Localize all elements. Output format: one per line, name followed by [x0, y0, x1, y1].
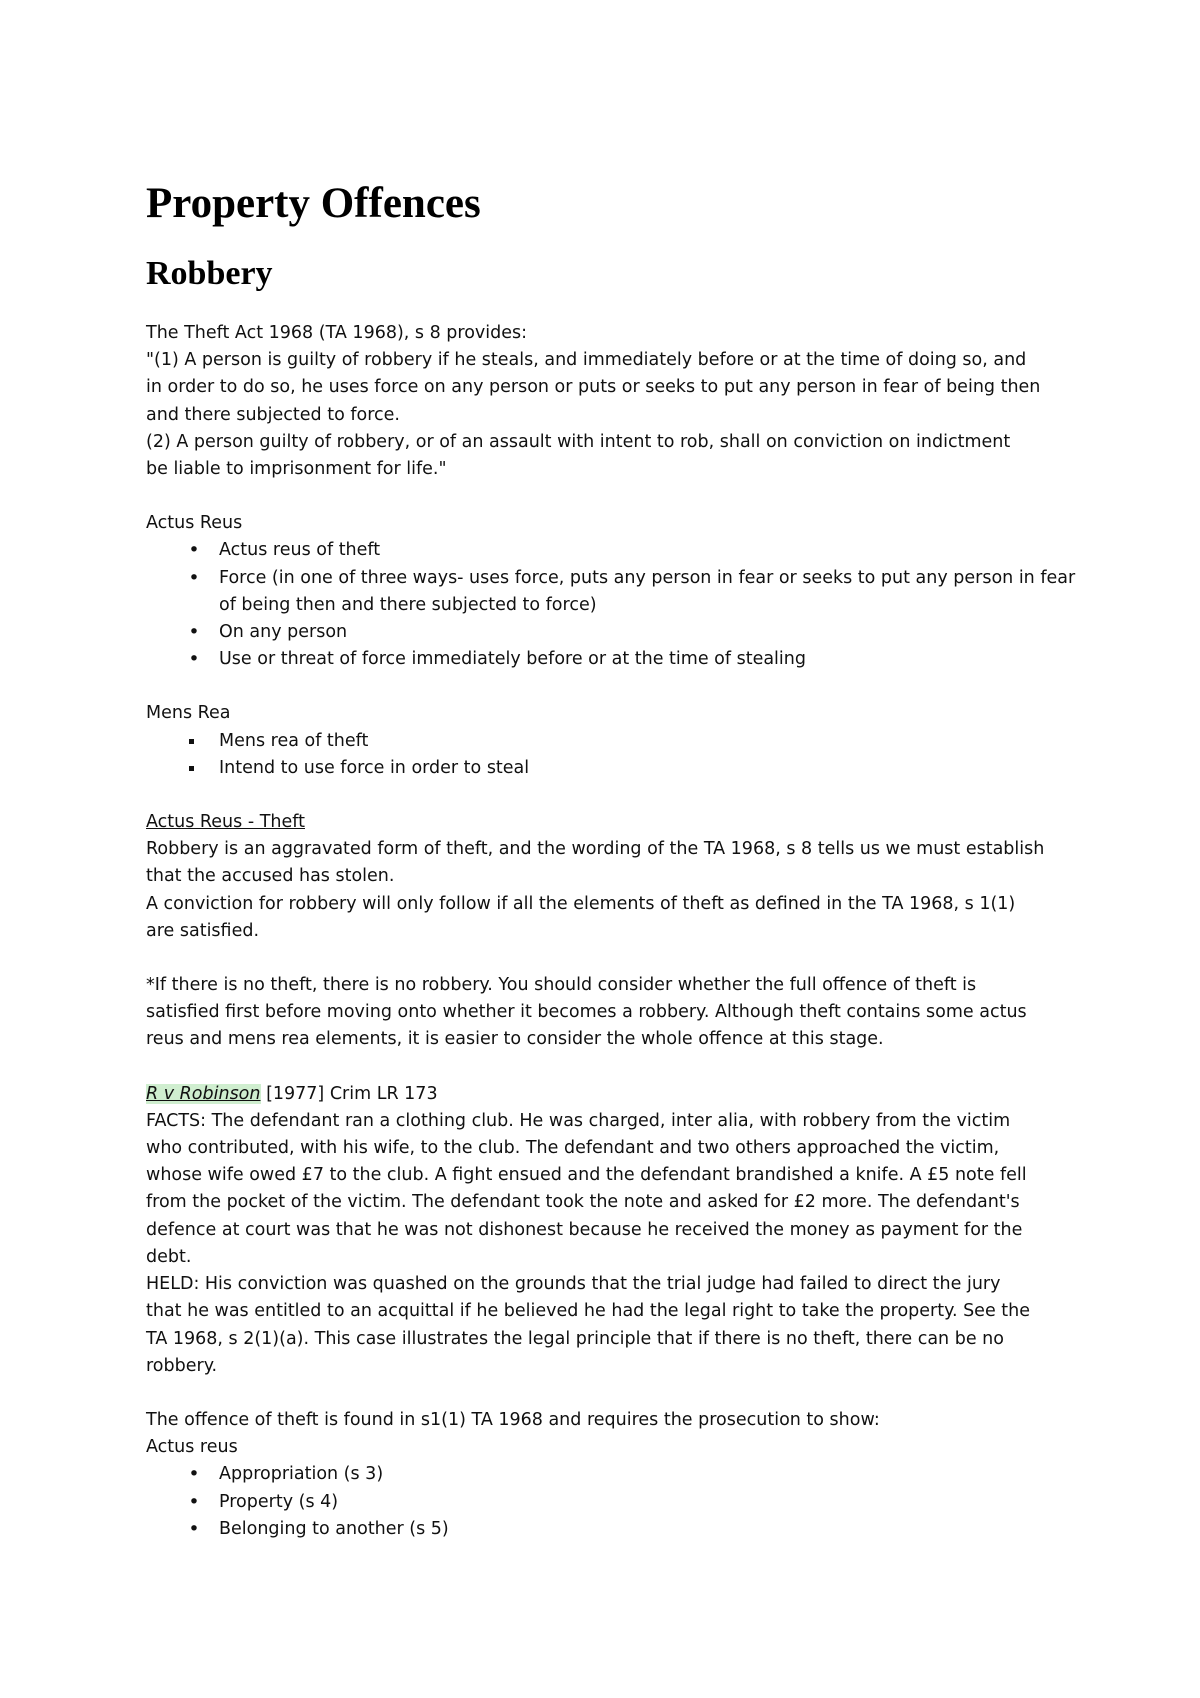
bullet-icon: • — [188, 1490, 200, 1513]
case-held-line: that he was entitled to an acquittal if he believed he had the legal right to take the property. See the — [146, 1301, 1030, 1322]
statute-line: be liable to imprisonment for life." — [146, 459, 447, 480]
list-item: • Use or threat of force immediately before or at the time of stealing — [146, 646, 1086, 673]
case-held-line: TA 1968, s 2(1)(a). This case illustrates the legal principle that if there is no theft, there can be no — [146, 1328, 1004, 1349]
note-line: reus and mens rea elements, it is easier to consider the whole offence at this stage. — [146, 1029, 884, 1050]
statute-intro: The Theft Act 1968 (TA 1968), s 8 provides: — [146, 323, 528, 343]
section-heading-robbery: Robbery — [146, 255, 273, 292]
bullet-icon: • — [188, 1517, 200, 1540]
case-held-line: HELD: His conviction was quashed on the grounds that the trial judge had failed to direct the jury — [146, 1274, 1001, 1295]
list-item: • Belonging to another (s 5) — [146, 1516, 1086, 1543]
case-facts-line: whose wife owed £7 to the club. A fight ensued and the defendant brandished a knife. A £5 note fell — [146, 1165, 1027, 1186]
list-item: • Force (in one of three ways- uses force, puts any person in fear or seeks to put any person in fear of being then and there subjected to force) — [146, 565, 1086, 619]
statute-line: "(1) A person is guilty of robbery if he steals, and immediately before or at the time of doing so, and — [146, 350, 1027, 371]
paragraph-line: Robbery is an aggravated form of theft, and the wording of the TA 1968, s 8 tells us we must establish — [146, 839, 1045, 860]
case-facts-line: from the pocket of the victim. The defendant took the note and asked for £2 more. The defendant's — [146, 1192, 1020, 1213]
case-name: R v Robinson — [146, 1083, 261, 1104]
mens-rea-list — [146, 728, 1086, 782]
actus-reus-list — [146, 537, 1086, 673]
document-content — [146, 178, 1086, 1543]
square-bullet-icon — [189, 739, 194, 744]
bullet-icon: • — [188, 621, 200, 644]
case-facts-line: FACTS: The defendant ran a clothing club. He was charged, inter alia, with robbery from the victim — [146, 1110, 1011, 1131]
ar-theft-heading: Actus Reus - Theft — [146, 812, 305, 833]
list-item: Mens rea of theft — [146, 728, 1086, 755]
case-facts-line: debt. — [146, 1246, 192, 1267]
bullet-icon: • — [188, 1463, 200, 1486]
document-title: Property Offences — [146, 180, 481, 227]
theft-intro: The offence of theft is found in s1(1) TA 1968 and requires the prosecution to show: — [146, 1409, 880, 1430]
square-bullet-icon — [189, 766, 194, 771]
paragraph-line: A conviction for robbery will only follow if all the elements of theft as defined in the TA 1968, s 1(1) — [146, 893, 1016, 914]
case-facts-line: who contributed, with his wife, to the club. The defendant and two others approached the victim, — [146, 1138, 1000, 1159]
theft-actus-reus-label: Actus reus — [146, 1437, 238, 1458]
list-item: • On any person — [146, 619, 1086, 646]
statute-line: (2) A person guilty of robbery, or of an assault with intent to rob, shall on conviction on indictment — [146, 431, 1011, 452]
note-line: satisfied first before moving onto whether it becomes a robbery. Although theft contains some actus — [146, 1002, 1027, 1023]
mens-rea-label: Mens Rea — [146, 703, 231, 724]
statute-line: in order to do so, he uses force on any person or puts or seeks to put any person in fear of being then — [146, 377, 1041, 398]
case-facts-line: defence at court was that he was not dishonest because he received the money as payment for the — [146, 1219, 1023, 1240]
list-item: Intend to use force in order to steal — [146, 755, 1086, 782]
list-item: • Actus reus of theft — [146, 537, 1086, 564]
case-reference: [1977] Crim LR 173 — [260, 1083, 438, 1104]
case-citation — [146, 1081, 1086, 1108]
bullet-icon: • — [188, 566, 200, 589]
bullet-icon: • — [188, 539, 200, 562]
list-item: • Property (s 4) — [146, 1489, 1086, 1516]
bullet-icon: • — [188, 648, 200, 671]
theft-elements-list — [146, 1461, 1086, 1543]
note-line: *If there is no theft, there is no robbery. You should consider whether the full offence of theft is — [146, 975, 977, 996]
paragraph-line: are satisfied. — [146, 920, 260, 941]
case-held-line: robbery. — [146, 1355, 218, 1376]
list-item: • Appropriation (s 3) — [146, 1461, 1086, 1488]
actus-reus-label: Actus Reus — [146, 513, 243, 534]
statute-line: and there subjected to force. — [146, 404, 400, 425]
paragraph-line: that the accused has stolen. — [146, 866, 395, 887]
